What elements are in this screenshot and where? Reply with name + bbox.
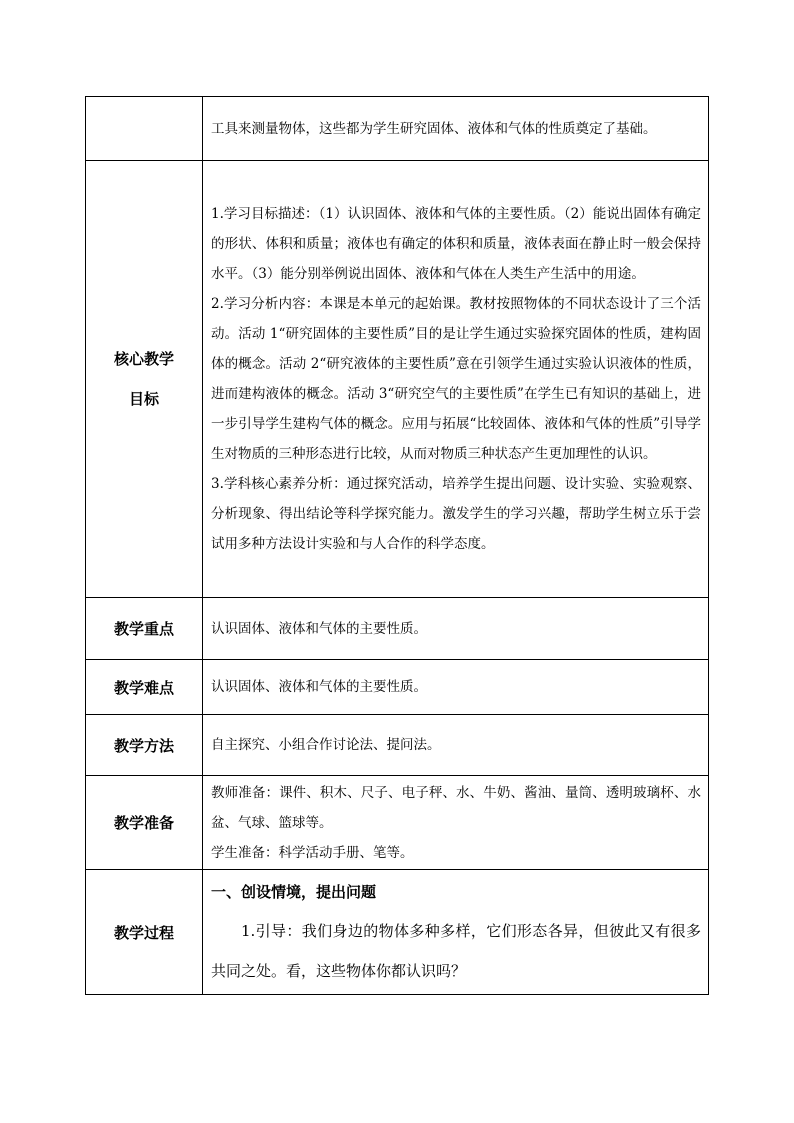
content-cell-difficulties xyxy=(203,660,709,715)
core-goals-paragraph-3: 3.学科核心素养分析：通过探究活动，培养学生提出问题、设计实验、实验观察、分析现象、得出结论等科学探究能力。激发学生的学习兴趣，帮助学生树立乐于尝试用多种方法设计实验和与人合作的科学态度。 xyxy=(211,476,701,552)
preparation-student-text: 学生准备：科学活动手册、笔等。 xyxy=(211,844,414,861)
table-row-key-points xyxy=(86,598,709,660)
process-text: 1.引导：我们身边的物体多种多样，它们形态各异，但彼此又有很多共同之处。看，这些物体你都认识吗？ xyxy=(211,922,701,980)
key-points-label: 教学重点 xyxy=(113,620,174,638)
label-cell-methods xyxy=(86,715,203,776)
continuation-text: 工具来测量物体，这些都为学生研究固体、液体和气体的性质奠定了基础。 xyxy=(211,120,657,137)
content-cell-core-goals xyxy=(203,161,709,598)
label-cell-core-goals xyxy=(86,161,203,598)
core-goals-paragraph-1: 1.学习目标描述：（1）认识固体、液体和气体的主要性质。（2）能说出固体有确定的形状、体积和质量；液体也有确定的体积和质量，液体表面在静止时一般会保持水平。（3）能分别举例说出固体、液体和气体在人类生产生活中的用途。 xyxy=(211,206,701,282)
core-goals-label: 核心教学目标 xyxy=(113,350,174,408)
content-cell-process xyxy=(203,870,709,995)
label-cell-difficulties xyxy=(86,660,203,715)
methods-label: 教学方法 xyxy=(113,736,174,755)
table-row-process xyxy=(86,870,709,995)
lesson-plan-table xyxy=(85,96,709,995)
preparation-teacher-text: 教师准备：课件、积木、尺子、电子秤、水、牛奶、酱油、量筒、透明玻璃杯、水盆、气球、篮球等。 xyxy=(211,784,701,831)
key-points-text: 认识固体、液体和气体的主要性质。 xyxy=(211,620,427,637)
table-row-methods xyxy=(86,715,709,776)
content-cell-preparation xyxy=(203,776,709,870)
label-cell-preparation xyxy=(86,776,203,870)
table-row-preparation xyxy=(86,776,709,870)
process-section-heading: 一、创设情境，提出问题 xyxy=(211,883,377,901)
table-row-core-goals xyxy=(86,161,709,598)
content-cell-key-points xyxy=(203,598,709,660)
preparation-label: 教学准备 xyxy=(113,814,174,832)
content-cell-methods xyxy=(203,715,709,776)
methods-text: 自主探究、小组合作讨论法、提问法。 xyxy=(211,737,441,753)
table-row-difficulties xyxy=(86,660,709,715)
label-cell-key-points xyxy=(86,598,203,660)
table-row-continuation xyxy=(86,97,709,161)
label-cell-empty xyxy=(86,97,203,161)
content-cell-continuation xyxy=(203,97,709,161)
difficulties-text: 认识固体、液体和气体的主要性质。 xyxy=(211,679,427,695)
difficulties-label: 教学难点 xyxy=(113,678,174,697)
process-label: 教学过程 xyxy=(113,923,174,942)
label-cell-process xyxy=(86,870,203,995)
core-goals-paragraph-2: 2.学习分析内容：本课是本单元的起始课。教材按照物体的不同状态设计了三个活动。活动 1“研究固体的主要性质”目的是让学生通过实验探究固体的性质，建构固体的概念。活动 2“研究液体的主要性质”意在引领学生通过实验认识液体的性质，进而建构液体的概念。活动 3“研究空气的主要性质”在学生已有知识的基础上，进一步引导学生建构气体的概念。应用与拓展“比较固体、液体和气体的性质”引导学生对物质的三种形态进行比较，从而对物质三种状态产生更加理性的认识。 xyxy=(211,296,701,462)
